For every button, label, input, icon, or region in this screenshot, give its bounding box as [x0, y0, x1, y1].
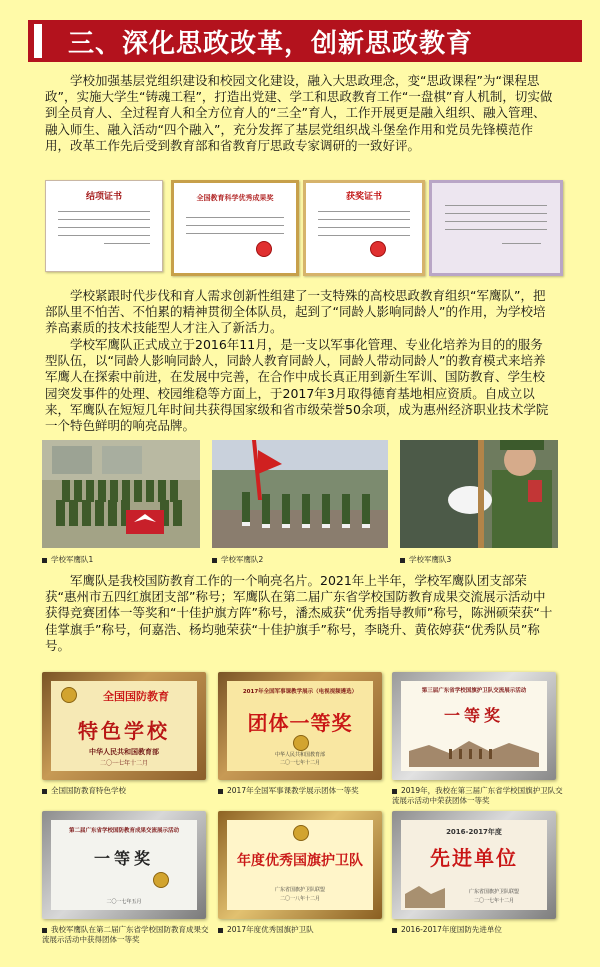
paragraph-eagle-team-awards: 军鹰队是我校国防教育工作的一个响亮名片。2021年上半年，学校军鹰队团支部荣获“惠州市五四红旗团支部”称号；军鹰队在第二届广东省学校国防教育成果交流展示活动中获得竞赛团体一等奖和“十佳护旗方阵”称号，潘杰威获“优秀指导教师”称号，陈洲硕荣获“十佳掌旗手”称号，何嘉浩、杨均驰荣获“十佳护旗手”称号，李晓升、黄依婷获“优秀队员”称号。 — [45, 573, 553, 653]
plaque-date-text: 二〇一八年十二月 — [279, 896, 320, 902]
caption-plaque-6 — [392, 925, 562, 935]
plaque-main-text: 特色学校 — [78, 719, 170, 743]
caption-text: 学校军鹰队2 — [221, 555, 264, 564]
paragraph-eagle-team-intro: 学校紧跟时代步伐和育人需求创新性组建了一支特殊的高校思政教育组织“军鹰队”，把部队里不怕苦、不怕累的精神贯彻全体队员，起到了“同龄人影响同龄人”的作用，为学校培养高素质的技术技能型人才注入了新活力。 — [45, 288, 546, 336]
plaque-date-text: 二〇一七年十二月 — [99, 760, 148, 767]
caption-photo-2 — [212, 554, 263, 565]
certificates-row — [45, 180, 557, 272]
bullet-icon — [400, 558, 405, 563]
bullet-icon — [42, 789, 47, 794]
plaque-national-defense-school — [42, 672, 206, 780]
plaque-org-text: 广东省国旗护卫队联盟 — [274, 887, 325, 893]
caption-text: 学校军鹰队1 — [51, 555, 94, 564]
plaque-top-text: 第三届广东省学校国旗护卫队交流展示活动 — [421, 688, 527, 694]
bullet-icon — [392, 789, 397, 794]
bullet-icon — [42, 558, 47, 563]
plaque-main-text: 团体一等奖 — [247, 711, 353, 735]
plaque-military-teaching — [218, 672, 382, 780]
plaque-main-text: 一等奖 — [443, 706, 504, 725]
bullet-icon — [392, 928, 397, 933]
plaque-main-text: 一等奖 — [93, 849, 154, 868]
bullet-icon — [218, 789, 223, 794]
plaque-defense-education-second — [42, 811, 206, 919]
header-accent-bar — [34, 24, 42, 58]
caption-text: 学校军鹰队3 — [409, 555, 452, 564]
certificate-national-award — [171, 180, 299, 276]
photo-team-march — [212, 440, 388, 548]
plaque-org-text: 中华人民共和国教育部 — [89, 748, 159, 756]
photo-team-salute — [400, 440, 558, 548]
caption-text: 2019年，我校在第三届广东省学校国旗护卫队交流展示活动中荣获团体一等奖 — [392, 786, 563, 805]
bullet-icon — [212, 558, 217, 563]
plaque-main-text: 年度优秀国旗护卫队 — [237, 853, 363, 869]
bullet-icon — [42, 928, 47, 933]
photos-row — [42, 440, 558, 550]
bullet-icon — [218, 928, 223, 933]
certificate-title: 获奖证书 — [345, 192, 382, 202]
caption-text: 2016-2017年度国防先进单位 — [401, 925, 502, 934]
certificate-honor — [429, 180, 563, 276]
plaque-org-text: 中华人民共和国教育部 — [274, 752, 325, 758]
certificate-project — [45, 180, 163, 272]
caption-plaque-5 — [218, 925, 388, 935]
plaque-date-text: 二〇一七年五月 — [106, 899, 142, 905]
caption-text: 2017年全国军事课教学展示团体一等奖 — [227, 786, 359, 795]
caption-photo-1 — [42, 554, 93, 565]
caption-text: 全国国防教育特色学校 — [51, 786, 126, 795]
paragraph-party-building: 学校加强基层党组织建设和校园文化建设，融入大思政理念，变“思政课程”为“课程思政”，实施大学生“铸魂工程”，打造出党建、学工和思政教育工作“一盘棋”育人机制，切实做到全员育人、全过程育人和全方位育人的“三全”育人，工作开展更是融入组织、融入管理、融入师生、融入活动“四个融入”，充分发挥了基层党组织战斗堡垒作用和党员先锋模范作用，改革工作先后受到教育部和省教育厅思政专家调研的一致好评。 — [45, 73, 553, 153]
plaque-org-text: 广东省国旗护卫队联盟 — [468, 889, 519, 895]
plaque-advanced-unit — [392, 811, 556, 919]
certificate-title: 全国教育科学优秀成果奖 — [196, 194, 274, 202]
plaque-flag-guard-third — [392, 672, 556, 780]
caption-photo-3 — [400, 554, 451, 565]
section-header — [28, 20, 582, 62]
plaque-best-flag-guard — [218, 811, 382, 919]
photo-team-group — [42, 440, 200, 548]
plaque-main-text: 先进单位 — [430, 846, 518, 870]
plaque-date-text: 二〇一七年十二月 — [473, 898, 514, 904]
caption-text: 2017年度优秀国旗护卫队 — [227, 925, 314, 934]
caption-plaque-3 — [392, 786, 568, 806]
certificate-award — [303, 180, 425, 276]
plaque-date-text: 二〇一七年十二月 — [279, 760, 320, 766]
section-title: 三、深化思政改革，创新思政教育 — [68, 29, 474, 59]
plaque-top-text: 第二届广东省学校国防教育成果交流展示活动 — [68, 828, 179, 834]
plaque-top-text: 2017年全国军事课教学展示（电视视频遴选） — [242, 689, 358, 695]
plaque-decoration — [409, 731, 539, 767]
caption-plaque-4 — [42, 925, 212, 945]
caption-plaque-2 — [218, 786, 388, 796]
caption-text: 我校军鹰队在第二届广东省学校国防教育成果交流展示活动中获得团体一等奖 — [42, 925, 209, 944]
caption-plaque-1 — [42, 786, 212, 796]
plaque-top-text: 2016-2017年度 — [446, 828, 502, 836]
certificate-title: 结项证书 — [85, 192, 122, 202]
plaque-top-text: 全国国防教育 — [103, 690, 169, 703]
paragraph-eagle-team-history: 学校军鹰队正式成立于2016年11月，是一支以军事化管理、专业化培养为目的的服务型队伍，以“同龄人影响同龄人，同龄人教育同龄人，同龄人带动同龄人”的教育模式来培养军鹰人在探索中前进，在发展中完善，在合作中成长真正用到新生军训、国防教育、学生校园突发事件的处理、校园维稳等方面上，于2017年3月取得德育基地相应资质。自成立以来，军鹰队在短短几年时间共获得国家级和省市级荣誉50余项，成为惠州经济职业技术学院一个特色鲜明的响亮品牌。 — [45, 337, 549, 434]
